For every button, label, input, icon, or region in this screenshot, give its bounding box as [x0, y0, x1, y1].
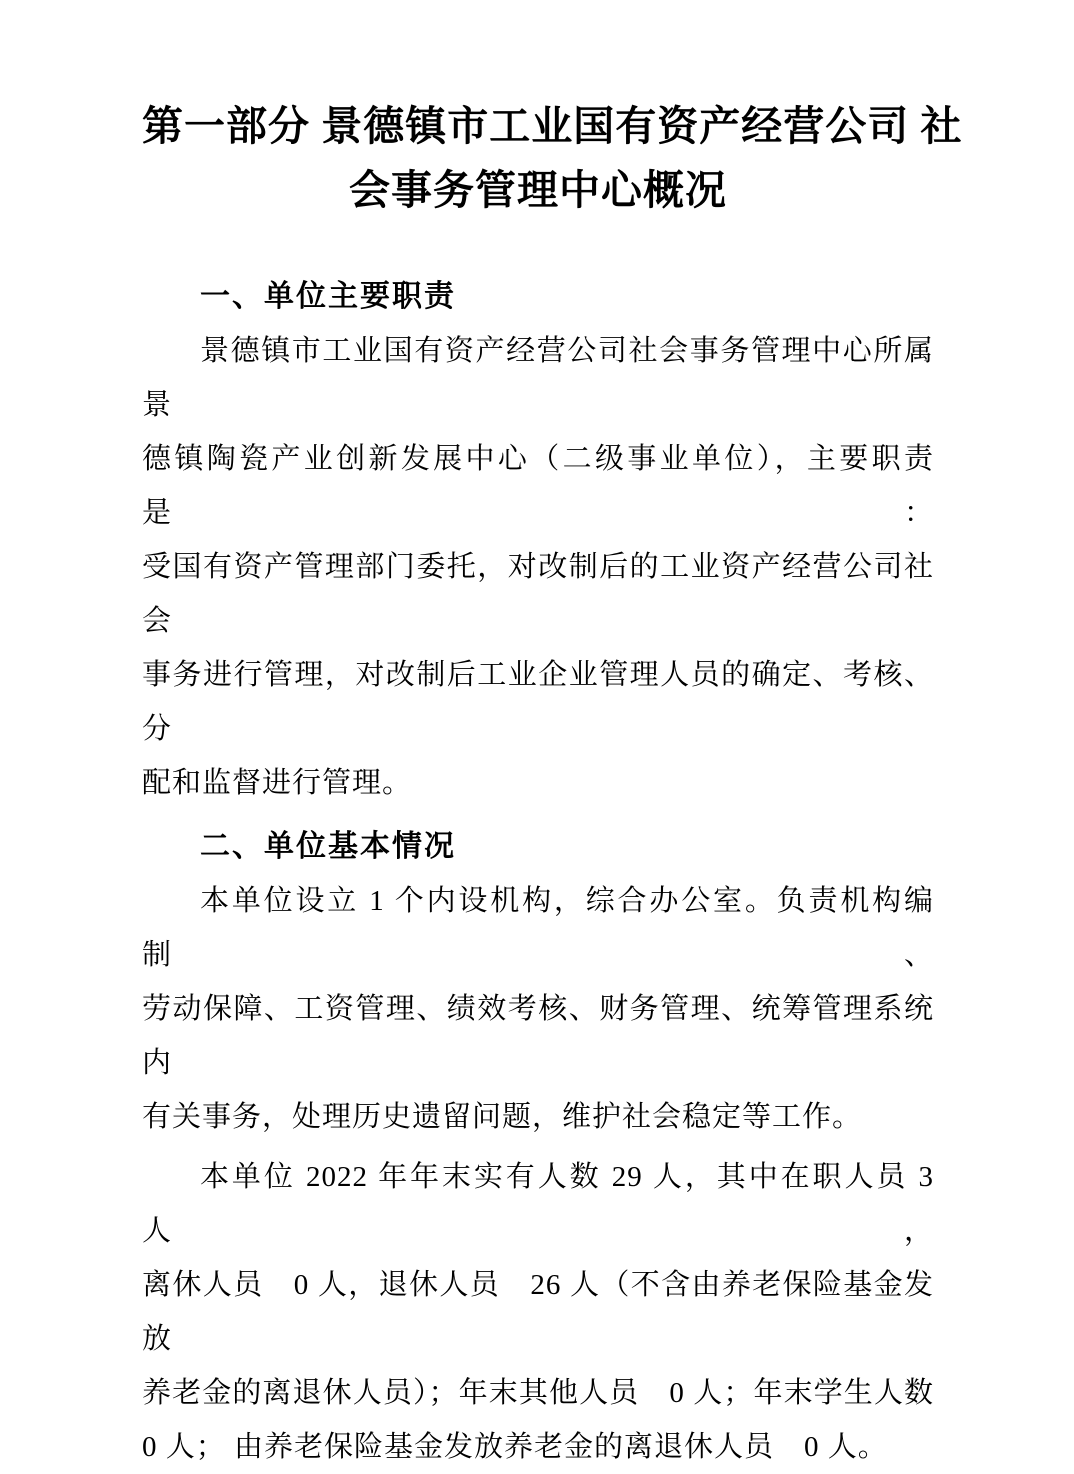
text-line: 本单位 2022 年年末实有人数 29 人，其中在职人员 3 人，: [142, 1161, 934, 1247]
text-line: 事务进行管理，对改制后工业企业管理人员的确定、考核、分: [142, 659, 934, 745]
text-line: 0 人； 由养老保险基金发放养老金的离退休人员 0 人。: [142, 1431, 888, 1463]
text-line: 受国有资产管理部门委托，对改制后的工业资产经营公司社会: [142, 551, 934, 637]
document-title-line-1: 第一部分 景德镇市工业国有资产经营公司 社: [142, 103, 963, 149]
paragraph-headcount: [142, 1150, 934, 1474]
text-line: 离休人员 0 人，退休人员 26 人（不含由养老保险基金发放: [142, 1269, 934, 1355]
text-line: 养老金的离退休人员）；年末其他人员 0 人；年末学生人数: [142, 1377, 934, 1409]
document-content: [142, 0, 963, 1474]
section-heading-basic-info: 二、单位基本情况: [200, 830, 456, 863]
document-title-line-2: 会事务管理中心概况: [349, 167, 727, 213]
text-line: 配和监督进行管理。: [142, 767, 413, 799]
text-line: 本单位设立 1 个内设机构，综合办公室。负责机构编制、: [142, 885, 934, 971]
text-line: 景德镇市工业国有资产经营公司社会事务管理中心所属景: [142, 335, 934, 421]
text-line: 劳动保障、工资管理、绩效考核、财务管理、统筹管理系统内: [142, 993, 934, 1079]
section-heading-duties: 一、单位主要职责: [200, 280, 456, 313]
text-line: 德镇陶瓷产业创新发展中心（二级事业单位），主要职责是：: [142, 443, 934, 529]
paragraph-organization: [142, 874, 934, 1144]
paragraph-duties: [142, 324, 934, 810]
document-title: [142, 0, 963, 222]
text-line: 有关事务，处理历史遗留问题，维护社会稳定等工作。: [142, 1101, 863, 1133]
